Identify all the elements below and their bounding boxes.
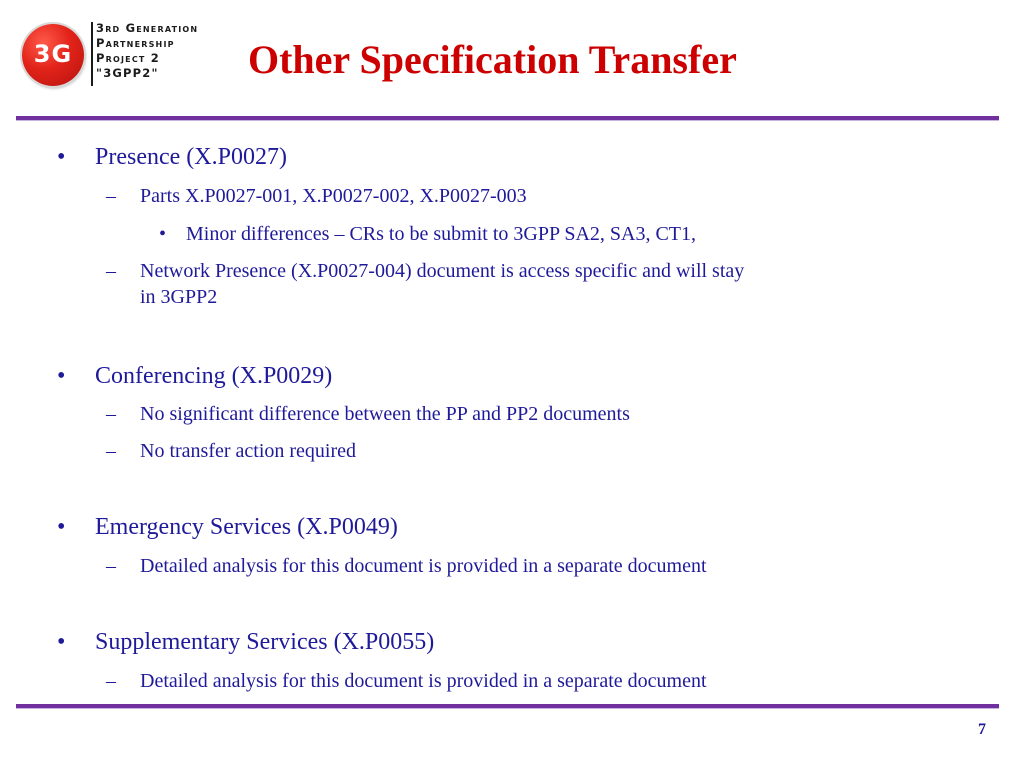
dash-marker: – [106,260,116,282]
dash-marker: – [106,670,116,692]
dash-marker: – [106,185,116,207]
logo-mark: 3G [33,40,73,68]
sub-bullet-text: Parts X.P0027-001, X.P0027-002, X.P0027-003 [140,185,527,207]
bullet-marker: • [57,629,66,655]
bullet-emergency-services [57,512,398,542]
sub-bullet-emergency-analysis [106,553,930,579]
page-number: 7 [978,721,986,738]
bullet-marker: • [57,144,66,170]
sub-bullet-text: No significant difference between the PP and PP2 documents [140,403,630,425]
bottom-divider [16,704,999,708]
logo-line-1: 3rd Generation [96,21,199,35]
dash-marker: – [106,440,116,462]
sub-sub-bullet-text: Minor differences – CRs to be submit to 3GPP SA2, SA3, CT1, [186,223,697,245]
sub-bullet-no-difference [106,401,930,427]
slide-title: Other Specification Transfer [248,37,737,82]
bullet-conferencing [57,361,333,391]
bullet-marker: • [57,363,66,389]
sub-bullet-text: Detailed analysis for this document is provided in a separate document [140,555,707,577]
sub-bullet-supplementary-analysis [106,668,930,694]
bullet-marker: • [159,223,167,245]
bullet-presence [57,142,287,172]
sub-bullet-text: No transfer action required [140,440,357,462]
sub-sub-bullet-minor [159,221,697,247]
bullet-text: Emergency Services (X.P0049) [95,514,398,540]
logo-line-2: Partnership [96,36,175,50]
bullet-text: Presence (X.P0027) [95,144,287,170]
bullet-supplementary-services [57,627,435,657]
sub-bullet-text: Detailed analysis for this document is provided in a separate document [140,670,707,692]
bullet-text: Conferencing (X.P0029) [95,363,333,389]
logo-line-4: "3GPP2" [96,66,159,80]
bullet-text: Supplementary Services (X.P0055) [95,629,435,655]
dash-marker: – [106,555,116,577]
bullet-marker: • [57,514,66,540]
sub-bullet-network-presence [106,258,930,310]
sub-bullet-text-line-1: Network Presence (X.P0027-004) document is access specific and will stay [140,260,745,282]
sub-bullet-parts [106,183,930,209]
sub-bullet-no-transfer [106,438,930,464]
dash-marker: – [106,403,116,425]
sub-bullet-text-line-2: in 3GPP2 [140,286,218,308]
logo-line-3: Project 2 [96,51,160,65]
